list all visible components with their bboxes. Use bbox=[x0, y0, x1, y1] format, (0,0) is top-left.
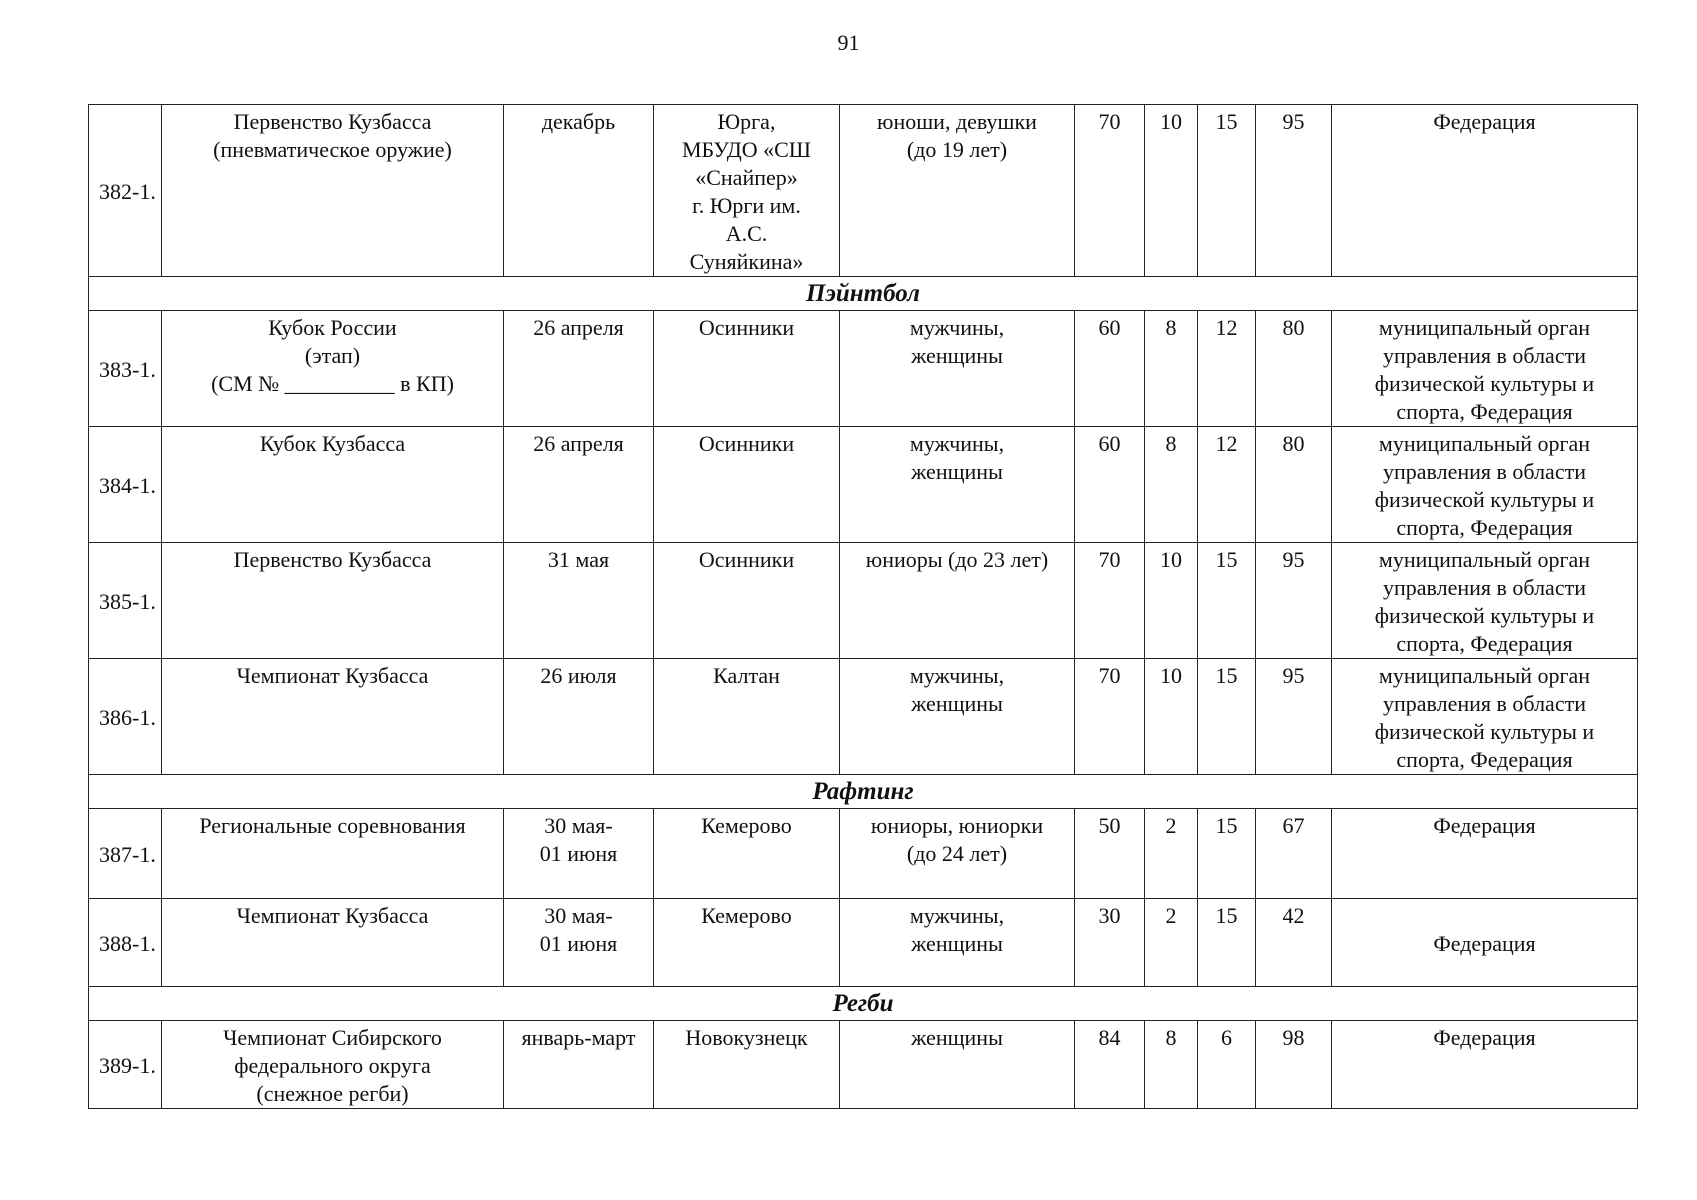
count-2: 8 bbox=[1145, 1021, 1198, 1109]
event-participants: мужчины, женщины bbox=[840, 659, 1075, 775]
event-place: Кемерово bbox=[654, 899, 840, 987]
count-1: 30 bbox=[1075, 899, 1145, 987]
count-1: 70 bbox=[1075, 543, 1145, 659]
event-place: Новокузнецк bbox=[654, 1021, 840, 1109]
event-organizer: Федерация bbox=[1332, 899, 1638, 987]
event-name: Региональные соревнования bbox=[162, 809, 504, 899]
event-name: Чемпионат Кузбасса bbox=[162, 899, 504, 987]
count-total: 95 bbox=[1256, 543, 1332, 659]
row-number: 386-1. bbox=[89, 659, 162, 775]
event-organizer: Федерация bbox=[1332, 1021, 1638, 1109]
count-total: 98 bbox=[1256, 1021, 1332, 1109]
schedule-table bbox=[88, 104, 1638, 1109]
section-row bbox=[89, 277, 1638, 311]
count-2: 10 bbox=[1145, 659, 1198, 775]
section-row bbox=[89, 775, 1638, 809]
count-1: 50 bbox=[1075, 809, 1145, 899]
event-participants: юноши, девушки (до 19 лет) bbox=[840, 105, 1075, 277]
event-date: 31 мая bbox=[504, 543, 654, 659]
event-name: Первенство Кузбасса bbox=[162, 543, 504, 659]
table-row bbox=[89, 659, 1638, 775]
section-title: Пэйнтбол bbox=[89, 277, 1638, 311]
count-total: 80 bbox=[1256, 427, 1332, 543]
count-1: 70 bbox=[1075, 105, 1145, 277]
event-organizer: Федерация bbox=[1332, 105, 1638, 277]
event-date: декабрь bbox=[504, 105, 654, 277]
event-date: январь-март bbox=[504, 1021, 654, 1109]
event-name: Кубок России (этап) (СМ № __________ в КП) bbox=[162, 311, 504, 427]
event-participants: женщины bbox=[840, 1021, 1075, 1109]
table-row bbox=[89, 427, 1638, 543]
count-3: 15 bbox=[1198, 659, 1256, 775]
event-participants: юниоры, юниорки (до 24 лет) bbox=[840, 809, 1075, 899]
event-date: 30 мая- 01 июня bbox=[504, 809, 654, 899]
table-row bbox=[89, 311, 1638, 427]
event-organizer: муниципальный орган управления в области физической культуры и спорта, Федерация bbox=[1332, 311, 1638, 427]
table-row bbox=[89, 543, 1638, 659]
row-number: 385-1. bbox=[89, 543, 162, 659]
event-name: Чемпионат Кузбасса bbox=[162, 659, 504, 775]
event-participants: юниоры (до 23 лет) bbox=[840, 543, 1075, 659]
event-organizer: Федерация bbox=[1332, 809, 1638, 899]
event-organizer: муниципальный орган управления в области физической культуры и спорта, Федерация bbox=[1332, 543, 1638, 659]
count-total: 42 bbox=[1256, 899, 1332, 987]
count-total: 67 bbox=[1256, 809, 1332, 899]
section-title: Рафтинг bbox=[89, 775, 1638, 809]
event-place: Калтан bbox=[654, 659, 840, 775]
count-1: 84 bbox=[1075, 1021, 1145, 1109]
event-date: 30 мая- 01 июня bbox=[504, 899, 654, 987]
table-row bbox=[89, 105, 1638, 277]
event-place: Кемерово bbox=[654, 809, 840, 899]
count-2: 8 bbox=[1145, 311, 1198, 427]
event-organizer: муниципальный орган управления в области физической культуры и спорта, Федерация bbox=[1332, 659, 1638, 775]
count-3: 12 bbox=[1198, 311, 1256, 427]
event-date: 26 апреля bbox=[504, 311, 654, 427]
event-participants: мужчины, женщины bbox=[840, 427, 1075, 543]
table-row bbox=[89, 1021, 1638, 1109]
count-2: 8 bbox=[1145, 427, 1198, 543]
count-total: 80 bbox=[1256, 311, 1332, 427]
row-number: 383-1. bbox=[89, 311, 162, 427]
event-place: Осинники bbox=[654, 543, 840, 659]
count-1: 60 bbox=[1075, 427, 1145, 543]
count-1: 60 bbox=[1075, 311, 1145, 427]
event-place: Осинники bbox=[654, 427, 840, 543]
count-3: 15 bbox=[1198, 105, 1256, 277]
row-number: 388-1. bbox=[89, 899, 162, 987]
event-place: Юрга, МБУДО «СШ «Снайпер» г. Юрги им. А.С. Суняйкина» bbox=[654, 105, 840, 277]
count-2: 10 bbox=[1145, 105, 1198, 277]
event-name: Чемпионат Сибирского федерального округа (снежное регби) bbox=[162, 1021, 504, 1109]
row-number: 382-1. bbox=[89, 105, 162, 277]
count-total: 95 bbox=[1256, 659, 1332, 775]
count-3: 15 bbox=[1198, 543, 1256, 659]
count-total: 95 bbox=[1256, 105, 1332, 277]
row-number: 384-1. bbox=[89, 427, 162, 543]
count-2: 2 bbox=[1145, 899, 1198, 987]
event-date: 26 июля bbox=[504, 659, 654, 775]
table-row bbox=[89, 809, 1638, 899]
page-number: 91 bbox=[837, 30, 860, 55]
event-participants: мужчины, женщины bbox=[840, 311, 1075, 427]
event-participants: мужчины, женщины bbox=[840, 899, 1075, 987]
count-2: 2 bbox=[1145, 809, 1198, 899]
row-number: 387-1. bbox=[89, 809, 162, 899]
event-name: Кубок Кузбасса bbox=[162, 427, 504, 543]
count-2: 10 bbox=[1145, 543, 1198, 659]
row-number: 389-1. bbox=[89, 1021, 162, 1109]
count-3: 15 bbox=[1198, 809, 1256, 899]
event-organizer: муниципальный орган управления в области физической культуры и спорта, Федерация bbox=[1332, 427, 1638, 543]
event-date: 26 апреля bbox=[504, 427, 654, 543]
count-3: 15 bbox=[1198, 899, 1256, 987]
count-3: 6 bbox=[1198, 1021, 1256, 1109]
count-1: 70 bbox=[1075, 659, 1145, 775]
table-row bbox=[89, 899, 1638, 987]
section-row bbox=[89, 987, 1638, 1021]
event-place: Осинники bbox=[654, 311, 840, 427]
count-3: 12 bbox=[1198, 427, 1256, 543]
section-title: Регби bbox=[89, 987, 1638, 1021]
event-name: Первенство Кузбасса (пневматическое оружие) bbox=[162, 105, 504, 277]
